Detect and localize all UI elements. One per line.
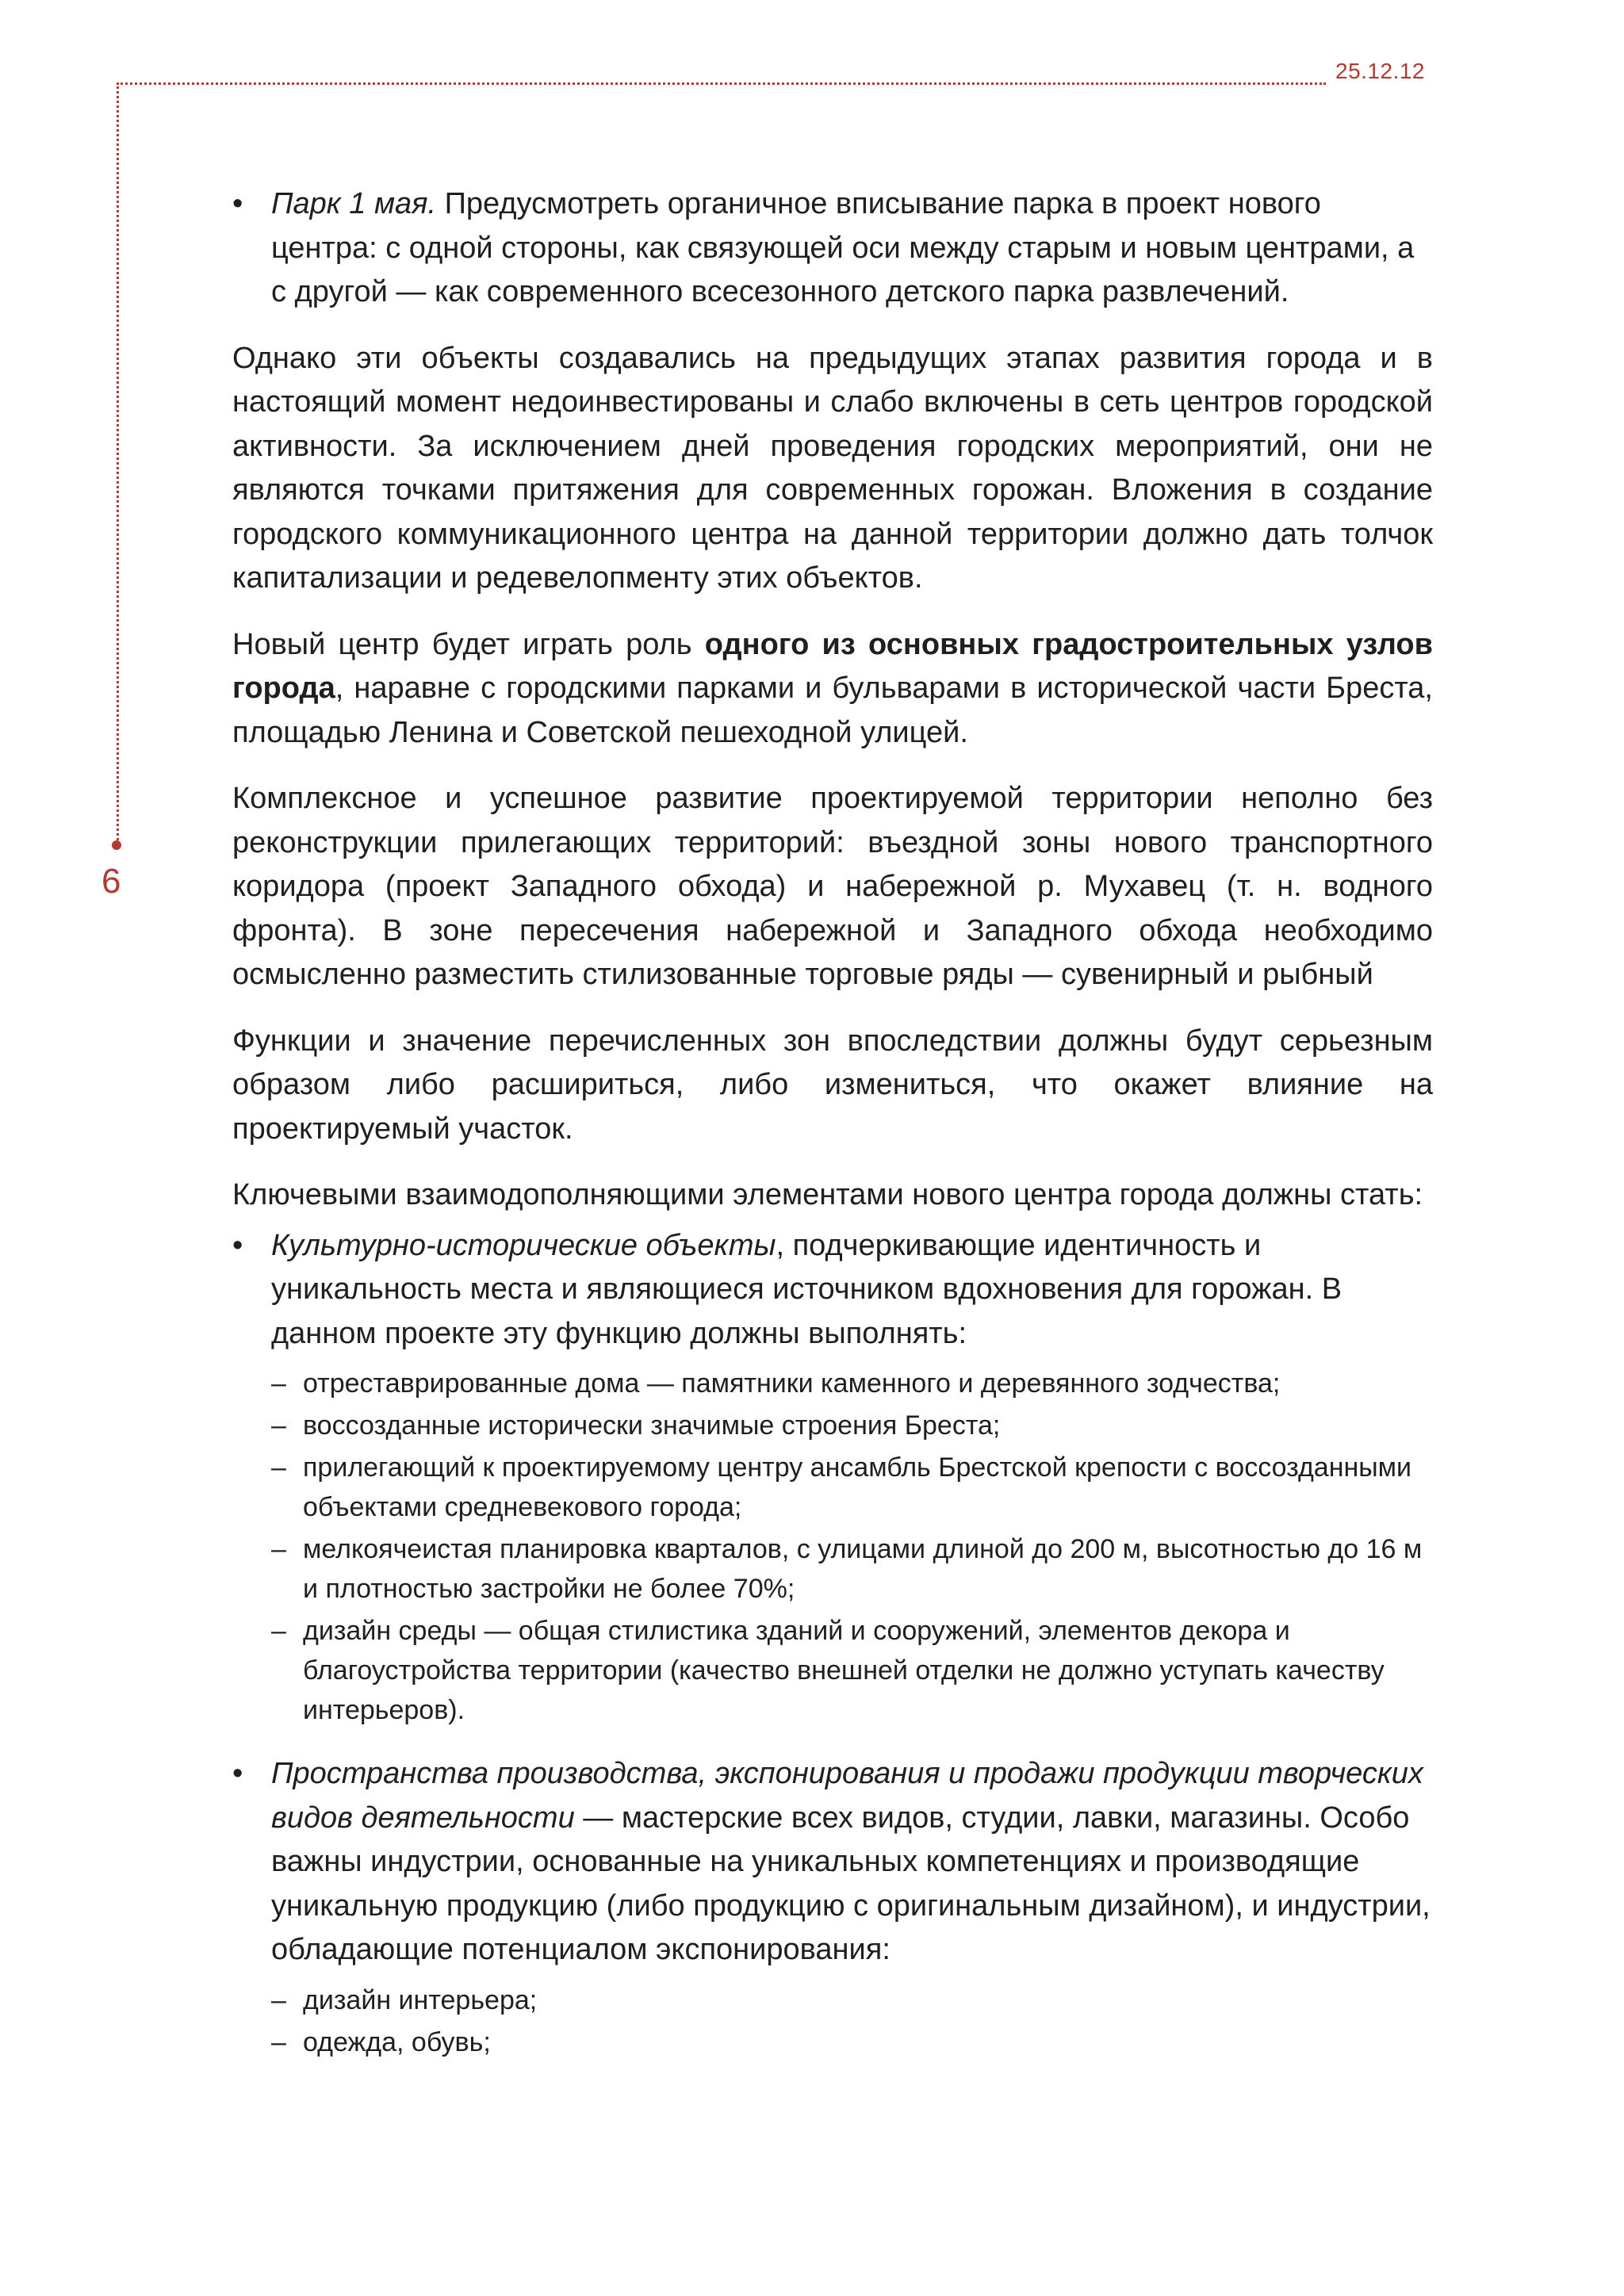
list-item-text: отреставрированные дома — памятники каменного и деревянного зодчества;: [303, 1368, 1281, 1399]
bullet-marker: •: [232, 1757, 243, 1790]
list-item: [271, 1364, 1433, 1403]
page-body: [232, 182, 1433, 2084]
paragraph-development: Комплексное и успешное развитие проектируемой территории неполно без реконструкции прилегающих территорий: въездной зоны нового транспортного коридора (проект Западного обхода) и набережной р. Мухавец (т. н. водного фронта). В зоне пересечения набережной и Западного обхода необходимо осмысленно разместить стилизованные торговые ряды — сувенирный и рыбный: [232, 782, 1433, 991]
list-item: [271, 2022, 1433, 2062]
bullet-culture-title: Культурно-исторические объекты: [271, 1228, 776, 1262]
list-item: [271, 1448, 1433, 1527]
paragraph-new-center-lead: Новый центр будет играть роль: [232, 627, 705, 661]
dash-marker: –: [271, 1616, 286, 1646]
list-item-text: дизайн интерьера;: [303, 1984, 538, 2015]
bullet-marker: •: [232, 1228, 243, 1262]
bullet-production-body: — мастерские всех видов, студии, лавки, магазины. Особо важны индустрии, основанные на уникальных компетенциях и производящие уникальную продукцию (либо продукцию с оригинальным дизайном), и индустрии, обладающие потенциалом экспонирования:: [271, 1800, 1431, 1966]
margin-rule-dot: [112, 840, 121, 850]
margin-dotted-rule: [117, 82, 119, 845]
bullet-production-text: [271, 1752, 1433, 1973]
bullet-marker: •: [232, 187, 243, 220]
paragraph-new-center-tail: , наравне с городскими парками и бульварами в исторической части Бреста, площадью Ленина и Советской пешеходной улицей.: [232, 672, 1433, 749]
bullet-park-title: Парк 1 мая.: [271, 187, 437, 220]
bullet-park: [232, 182, 1433, 315]
dash-marker: –: [271, 1452, 286, 1483]
list-item-text: воссозданные исторически значимые строения Бреста;: [303, 1410, 1001, 1441]
paragraph-key-elements: Ключевыми взаимодополняющими элементами нового центра города должны стать:: [232, 1178, 1423, 1211]
bullet-culture: [232, 1224, 1433, 1731]
dash-marker: –: [271, 2026, 286, 2057]
paragraph-new-center-emphasis: одного из основных градостроительных узлов города: [232, 627, 1434, 705]
list-item: [271, 1611, 1433, 1730]
bullet-park-text: [271, 182, 1433, 315]
bullet-culture-body: , подчеркивающие идентичность и уникальность места и являющиеся источником вдохновения для горожан. В данном проекте эту функцию должны выполнять:: [271, 1228, 1342, 1350]
header-dotted-rule: [117, 82, 1326, 85]
list-item: [271, 1406, 1433, 1445]
bullet-production-title: Пространства производства, экспонирования и продажи продукции творческих видов деятельности: [271, 1757, 1423, 1835]
bullet-production: [232, 1752, 1433, 2062]
culture-sublist: [271, 1364, 1433, 1730]
production-sublist: [271, 1980, 1433, 2062]
paragraph-new-center: [232, 623, 1433, 756]
page-number: 6: [102, 862, 121, 901]
bullet-culture-text: [271, 1224, 1433, 1357]
dash-marker: –: [271, 1534, 286, 1564]
list-item: [271, 1980, 1433, 2020]
dash-marker: –: [271, 1984, 286, 2015]
list-item-text: прилегающий к проектируемому центру ансамбль Брестской крепости с воссозданными объектами средневекового города;: [303, 1452, 1412, 1522]
list-item: [271, 1529, 1433, 1609]
list-item-text: одежда, обувь;: [303, 2026, 491, 2057]
list-item-text: дизайн среды — общая стилистика зданий и сооружений, элементов декора и благоустройства территории (качество внешней отделки не должно уступать качеству интерьеров).: [303, 1616, 1385, 1725]
dash-marker: –: [271, 1368, 286, 1399]
paragraph-investment: Однако эти объекты создавались на предыдущих этапах развития города и в настоящий момент недоинвестированы и слабо включены в сеть центров городской активности. За исключением дней проведения городских мероприятий, они не являются точками притяжения для современных горожан. Вложения в создание городского коммуникационного центра на данной территории должно дать толчок капитализации и редевелопменту этих объектов.: [232, 341, 1433, 595]
header-date: 25.12.12: [1335, 59, 1425, 83]
list-item-text: мелкоячеистая планировка кварталов, с улицами длиной до 200 м, высотностью до 16 м и плотностью застройки не более 70%;: [303, 1534, 1423, 1604]
dash-marker: –: [271, 1410, 286, 1441]
bullet-park-body: Предусмотреть органичное вписывание парка в проект нового центра: с одной стороны, как связующей оси между старым и новым центрами, а с другой — как современного всесезонного детского парка развлечений.: [271, 187, 1415, 308]
paragraph-functions: Функции и значение перечисленных зон впоследствии должны будут серьезным образом либо расшириться, либо измениться, что окажет влияние на проектируемый участок.: [232, 1024, 1433, 1146]
